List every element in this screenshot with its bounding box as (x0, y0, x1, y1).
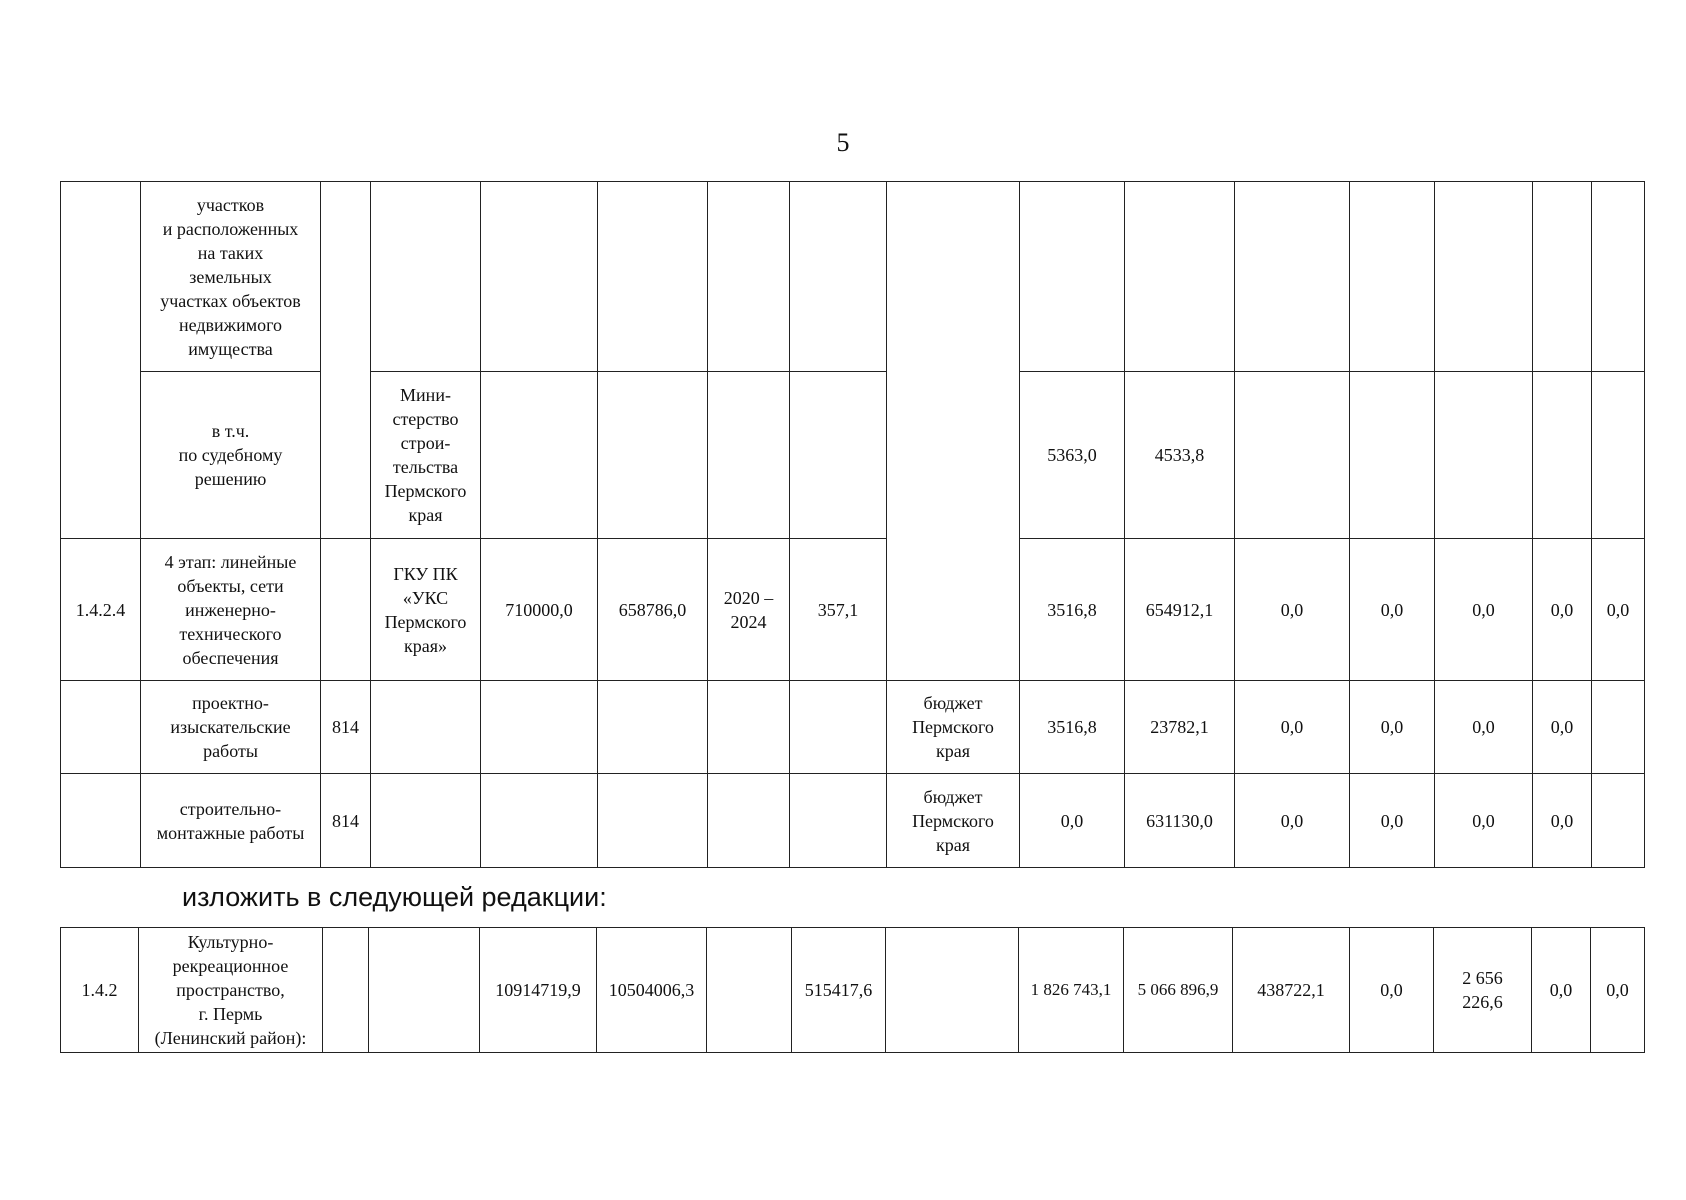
cell-remaining: 658786,0 (598, 539, 708, 681)
table-row (61, 774, 1645, 868)
cell-source: бюджет Пермского края (887, 774, 1020, 868)
cell-grbs (323, 928, 369, 1053)
cell-y2022 (1235, 182, 1350, 372)
cell-years: 2020 – 2024 (708, 539, 790, 681)
cell-y2024: 2 656 226,6 (1434, 928, 1532, 1053)
cell-y2020: 0,0 (1020, 774, 1125, 868)
cell-y2020: 5363,0 (1020, 372, 1125, 539)
cell-cost: 10914719,9 (480, 928, 597, 1053)
cell-y2020: 3516,8 (1020, 681, 1125, 774)
cell-y2025: 0,0 (1533, 774, 1592, 868)
cell-code (61, 774, 141, 868)
table-row (61, 372, 1645, 539)
cell-y2021: 5 066 896,9 (1124, 928, 1233, 1053)
cell-y2025: 0,0 (1533, 539, 1592, 681)
cell-y2020: 3516,8 (1020, 539, 1125, 681)
cell-y2023: 0,0 (1350, 928, 1434, 1053)
cell-grbs (321, 182, 371, 539)
cell-y2026 (1592, 372, 1645, 539)
page-number: 5 (836, 128, 850, 157)
cell-y2026 (1592, 774, 1645, 868)
cell-name: участков и расположенных на таких земельных участках объектов недвижимого имущества (141, 182, 321, 372)
cell-y2022 (1235, 372, 1350, 539)
table-row (61, 539, 1645, 681)
cell-y2021: 4533,8 (1125, 372, 1235, 539)
cell-executor: ГКУ ПК «УКС Пермского края» (371, 539, 481, 681)
cell-name: 4 этап: линейные объекты, сети инженерно- технического обеспечения (141, 539, 321, 681)
cell-y2025 (1533, 182, 1592, 372)
cell-spent: 515417,6 (792, 928, 886, 1053)
cell-remaining (598, 182, 708, 372)
cell-y2021: 23782,1 (1125, 681, 1235, 774)
cell-cost: 710000,0 (481, 539, 598, 681)
cell-code (61, 681, 141, 774)
cell-spent (790, 681, 887, 774)
cell-cost (481, 774, 598, 868)
cell-remaining (598, 681, 708, 774)
cell-y2025: 0,0 (1532, 928, 1591, 1053)
cell-spent (790, 372, 887, 539)
table-row (61, 928, 1645, 1053)
cell-y2020: 1 826 743,1 (1019, 928, 1124, 1053)
cell-y2021: 654912,1 (1125, 539, 1235, 681)
cell-code: 1.4.2.4 (61, 539, 141, 681)
table-row (61, 182, 1645, 372)
cell-remaining (598, 774, 708, 868)
cell-y2022: 0,0 (1235, 774, 1350, 868)
amendment-phrase: изложить в следующей редакции: (182, 882, 607, 912)
cell-y2023: 0,0 (1350, 539, 1435, 681)
cell-source: бюджет Пермского края (887, 681, 1020, 774)
cell-grbs: 814 (321, 681, 371, 774)
cell-name: проектно- изыскательские работы (141, 681, 321, 774)
cell-name: Культурно- рекреационное пространство, г. Пермь (Ленинский район): (139, 928, 323, 1053)
cell-remaining (598, 372, 708, 539)
cell-y2024 (1435, 182, 1533, 372)
cell-spent: 357,1 (790, 539, 887, 681)
cell-y2022: 0,0 (1235, 539, 1350, 681)
cell-y2021 (1125, 182, 1235, 372)
program-table (60, 181, 1645, 868)
cell-executor (371, 681, 481, 774)
cell-y2026 (1592, 182, 1645, 372)
cell-source (887, 182, 1020, 681)
cell-cost (481, 182, 598, 372)
cell-years (708, 681, 790, 774)
cell-years (707, 928, 792, 1053)
cell-years (708, 372, 790, 539)
cell-y2023 (1350, 372, 1435, 539)
cell-remaining: 10504006,3 (597, 928, 707, 1053)
cell-y2022: 0,0 (1235, 681, 1350, 774)
cell-y2022: 438722,1 (1233, 928, 1350, 1053)
cell-executor (371, 182, 481, 372)
cell-y2025: 0,0 (1533, 681, 1592, 774)
cell-name: строительно- монтажные работы (141, 774, 321, 868)
table-row (61, 681, 1645, 774)
cell-y2021: 631130,0 (1125, 774, 1235, 868)
cell-y2020 (1020, 182, 1125, 372)
cell-executor (371, 774, 481, 868)
cell-executor (369, 928, 480, 1053)
cell-spent (790, 774, 887, 868)
cell-y2025 (1533, 372, 1592, 539)
cell-y2026: 0,0 (1592, 539, 1645, 681)
cell-y2024: 0,0 (1435, 681, 1533, 774)
cell-years (708, 774, 790, 868)
cell-source (886, 928, 1019, 1053)
cell-y2026: 0,0 (1591, 928, 1645, 1053)
cell-grbs: 814 (321, 774, 371, 868)
cell-y2024: 0,0 (1435, 774, 1533, 868)
cell-code (61, 182, 141, 539)
cell-y2023: 0,0 (1350, 681, 1435, 774)
amended-table (60, 927, 1645, 1053)
cell-cost (481, 681, 598, 774)
cell-cost (481, 372, 598, 539)
cell-years (708, 182, 790, 372)
cell-y2024: 0,0 (1435, 539, 1533, 681)
cell-grbs (321, 539, 371, 681)
cell-y2023 (1350, 182, 1435, 372)
cell-y2026 (1592, 681, 1645, 774)
cell-y2024 (1435, 372, 1533, 539)
cell-name: в т.ч. по судебному решению (141, 372, 321, 539)
cell-executor: Мини- стерство строи- тельства Пермского края (371, 372, 481, 539)
cell-y2023: 0,0 (1350, 774, 1435, 868)
cell-code: 1.4.2 (61, 928, 139, 1053)
cell-spent (790, 182, 887, 372)
